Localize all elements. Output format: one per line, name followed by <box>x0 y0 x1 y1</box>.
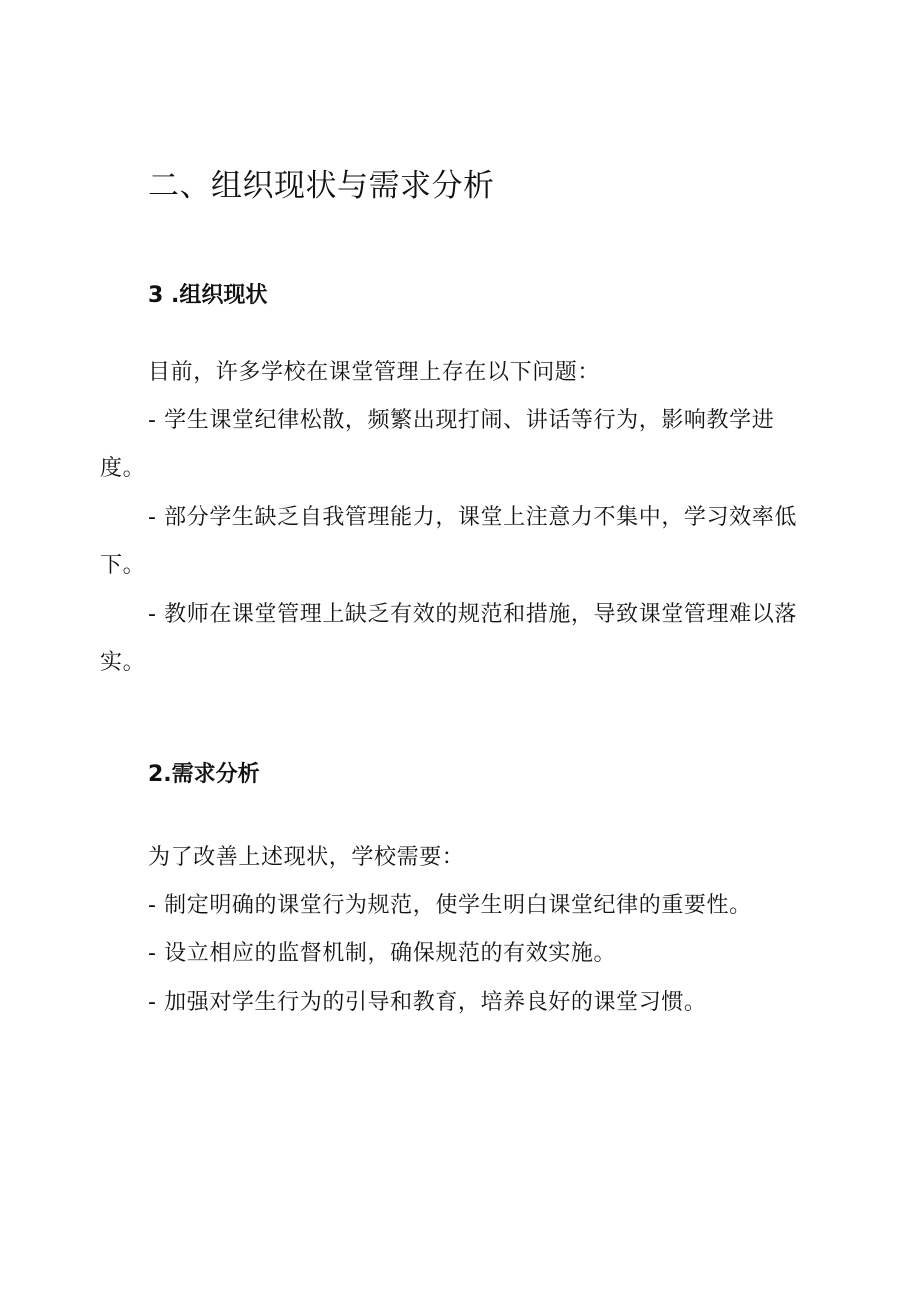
status-item-discipline: - 学生课堂纪律松散，频繁出现打闹、讲话等行为，影响教学进度。 <box>100 408 775 481</box>
section-title: 二、组织现状与需求分析 <box>148 168 495 204</box>
status-item-teacher-measures: - 教师在课堂管理上缺乏有效的规范和措施，导致课堂管理难以落实。 <box>100 602 797 675</box>
needs-item-guidance: - 加强对学生行为的引导和教育，培养良好的课堂习惯。 <box>148 990 707 1015</box>
status-intro-paragraph: 目前，许多学校在课堂管理上存在以下问题： <box>148 360 601 385</box>
needs-intro-paragraph: 为了改善上述现状，学校需要： <box>148 845 465 870</box>
subsection-heading-status: 3 .组织现状 <box>148 283 268 308</box>
needs-item-rules: - 制定明确的课堂行为规范，使学生明白课堂纪律的重要性。 <box>148 893 752 918</box>
subsection-heading-needs: 2.需求分析 <box>148 762 260 787</box>
needs-item-supervision: - 设立相应的监督机制，确保规范的有效实施。 <box>148 941 617 966</box>
status-item-self-management: - 部分学生缺乏自我管理能力，课堂上注意力不集中，学习效率低下。 <box>100 505 797 578</box>
